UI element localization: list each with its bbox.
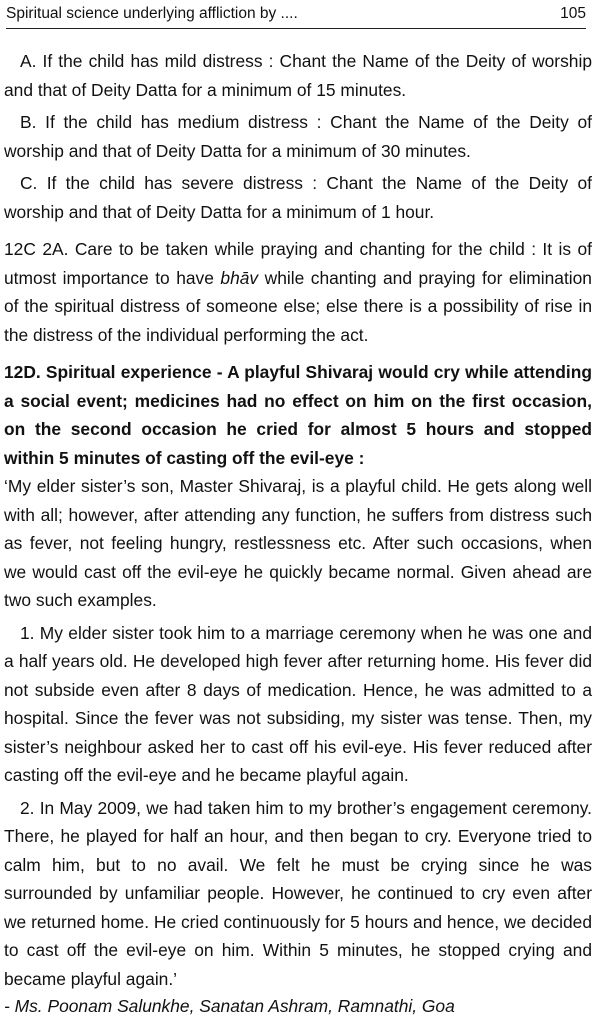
page-body: [4, 47, 592, 1025]
page-number: 105: [560, 5, 586, 22]
signature: - Ms. Poonam Salunkhe, Sanatan Ashram, Ramnathi, Goa: [4, 996, 455, 1016]
list-item-a: A. If the child has mild distress : Chant the Name of the Deity of worship and that of Deity Datta for a minimum of 15 minutes.: [4, 51, 592, 100]
care-text-after: while chanting and praying for elimination of the spiritual distress of someone else; else there is a possibility of rise in the distress of the individual performing the act.: [4, 267, 592, 345]
care-text-before: 12C 2A. Care to be taken while praying and chanting for the child : It is of utmost importance to have: [4, 239, 592, 288]
example-1: 1. My elder sister took him to a marriage ceremony when he was one and a half years old. He developed high fever after returning home. His fever did not subside even after 8 days of medication. Hence, he was admitted to a hospital. Since the fever was not subsiding, my sister was tense. Then, my sister’s neighbour asked her to cast off his evil-eye. His fever reduced after casting off the evil-eye and he became playful again.: [4, 622, 592, 785]
care-paragraph: [4, 235, 592, 349]
example-2: 2. In May 2009, we had taken him to my brother’s engagement ceremony. There, he played for half an hour, and then began to cry. Everyone tried to calm him, but to no avail. We felt he must be crying since he was surrounded by unfamiliar people. However, he continued to cry even after we returned home. He cried continuously for 5 hours and hence, we decided to cast off the evil-eye on him. Within 5 minutes, he stopped crying and became playful again.’: [4, 797, 592, 989]
bhav-term: bhāv: [220, 267, 259, 288]
running-title: Spiritual science underlying affliction by ....: [6, 5, 298, 22]
list-item-c: C. If the child has severe distress : Chant the Name of the Deity of worship and that of Deity Datta for a minimum of 1 hour.: [4, 173, 592, 222]
page-header: [6, 4, 586, 29]
experience-intro: ‘My elder sister’s son, Master Shivaraj, is a playful child. He gets along well with all; however, after attending any function, he suffers from distress such as fever, not feeling hungry, restlessness etc. After such occasions, when we would cast off the evil-eye he quickly became normal. Given ahead are two such examples.: [4, 476, 592, 610]
experience-heading: 12D. Spiritual experience - A playful Shivaraj would cry while attending a social event; medicines had no effect on him on the first occasion, on the second occasion he cried for almost 5 hours and stopped within 5 minutes of casting off the evil-eye :: [4, 362, 592, 468]
list-item-b: B. If the child has medium distress : Chant the Name of the Deity of worship and that of Deity Datta for a minimum of 30 minutes.: [4, 112, 592, 161]
